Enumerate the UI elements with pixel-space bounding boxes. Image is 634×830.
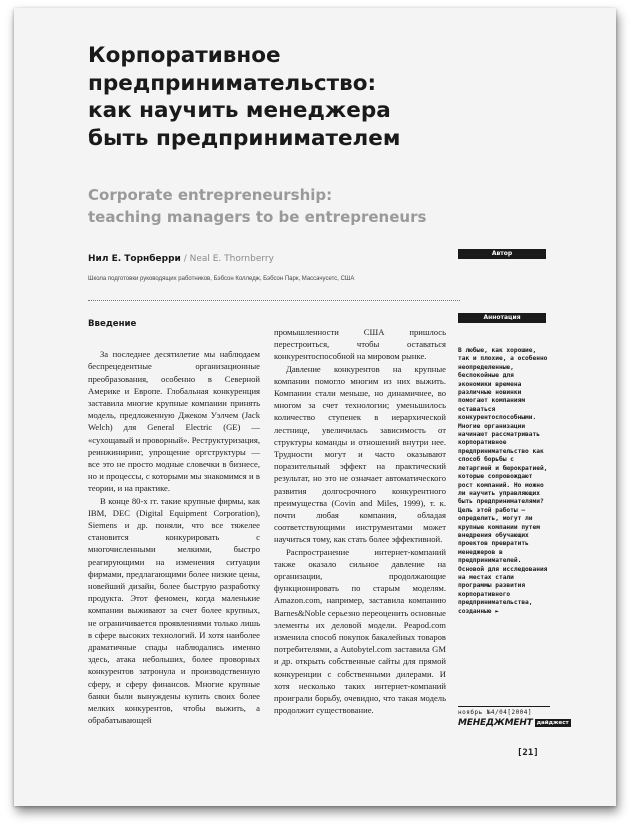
magazine-digest: дайджест [536, 720, 569, 726]
annotation-label: Аннотация [458, 313, 546, 323]
paragraph: Давление конкурентов на крупные компании помогло многим из них выжить. Компании стали меньше, но динамичнее, во многом за счет технологии; уменьшилось количество ступенек в иерархической лестнице, увеличилась зависимость от структуры команды и отношений внутри нее. Трудности могут и часто оказывают поразительный эффект на практический результат, но это не означает автоматического развития долгосрочного конкурентного преимущества (Covin and Miles, 1999), т. к. почти любая компания, обладая соответствующими инструментами может научиться тому, как стать более эффективной. [274, 363, 446, 545]
page-number: [21] [517, 748, 539, 758]
author-line [88, 254, 274, 264]
body-column-2 [274, 326, 446, 717]
paragraph: промышленности США пришлось перестроиться, чтобы оставаться конкурентоспособной на мировом рынке. [274, 327, 446, 362]
journal-page [14, 8, 616, 806]
author-label: Автор [458, 249, 546, 259]
paragraph: В конце 80-х гг. такие крупные фирмы, как IBM, DEC (Digital Equipment Corporation), Siemens и др. поняли, что все тяжелее становится конкурировать с многочисленными мелкими, быстро реагирующими на изменения ситуации фирмами, предлагающими более низкие цены, новейший дизайн, более быструю разработку продукта. Этот феномен, когда маленькие компании выживают за счет более крупных, не ограничивается проявлениями только лишь в сфере высоких технологий. И хотя наиболее драматичные спады наблюдались именно здесь, атака небольших, более проворных конкурентов затронула и производственную сферу, и сферу финансов. Многие крупные банки были вынуждены купить своих более мелких конкурентов, чтобы выжить, а обрабатывающей [88, 495, 260, 726]
author-separator: / [180, 254, 190, 264]
article-title-ru [88, 42, 468, 152]
magazine-name: МЕНЕДЖМЕНТ [458, 718, 533, 728]
section-heading: Введение [88, 319, 137, 329]
issue-block [458, 706, 569, 728]
title-en-line: teaching managers to be entrepreneurs [88, 208, 427, 226]
body-column-1 [88, 318, 260, 727]
author-name-en: Neal E. Thornberry [189, 254, 274, 264]
article-title-en [88, 184, 488, 228]
author-name-ru: Нил Е. Торнберри [88, 254, 181, 264]
author-affiliation: Школа подготовки руководящих работников, Бэбсон Колледж, Бэбсон Парк, Массачусетс, США [88, 276, 355, 282]
title-ru-line: как научить менеджера [88, 98, 391, 123]
title-ru-line: предпринимательство: [88, 70, 377, 96]
title-ru-line: Корпоративное [88, 43, 281, 68]
magazine-logo [458, 718, 569, 728]
title-ru-line: быть предпринимателем [88, 125, 401, 151]
issue-date: ноябрь №4/04[2004] [458, 709, 533, 716]
paragraph: Распространение интернет-компаний также оказало сильное давление на организации, продолжающие функционировать по старым моделям. Amazon.com, например, заставила компанию Barnes&Noble серьезно переоценить основные элементы их деловой модели. Peapod.com изменила способ покупок бакалейных товаров потребителями, а Autobytel.com заставила GM и др. открыть собственные сайты для прямой конкуренции с собственными дилерами. И хотя несколько таких интернет-компаний проиграли борьбу, очевидно, что такая модель продолжит существование. [274, 546, 446, 716]
divider [88, 300, 460, 301]
paragraph: За последнее десятилетие мы наблюдаем беспрецедентные организационные преобразования, особенно в Северной Америке и Европе. Глобальная конкуренция заставила многие крупные компании принять модель, предложенную Джеком Уэлчем (Jack Welch) для General Electric (GE) — «сухощавый и проворный». Реструктуризация, реинжиниринг, упрощение оргструктуры — все это не просто модные словечки в бизнесе, но и процессы, с которыми мы знакомимся и в теории, и на практике. [88, 349, 260, 494]
annotation-text: В любые, как хорошие, так и плохие, а особенно неопределенные, беспокойные для экономики времена различные новинки помогают компаниям оставаться конкурентоспособными. Многие организации начинают рассматривать корпоративное предпринимательство как способ борьбы с летаргией и бюрократией, которые сопровождают рост компаний. Но можно ли научить управляющих быть предпринимателями? Цель этой работы — определить, могут ли крупные компании путем внедрения обучающих проектов превратить менеджеров в предпринимателей. Основой для исследования на местах стали программы развития корпоративного предпринимательства, созданные ► [458, 347, 548, 615]
title-en-line: Corporate entrepreneurship: [88, 186, 333, 204]
